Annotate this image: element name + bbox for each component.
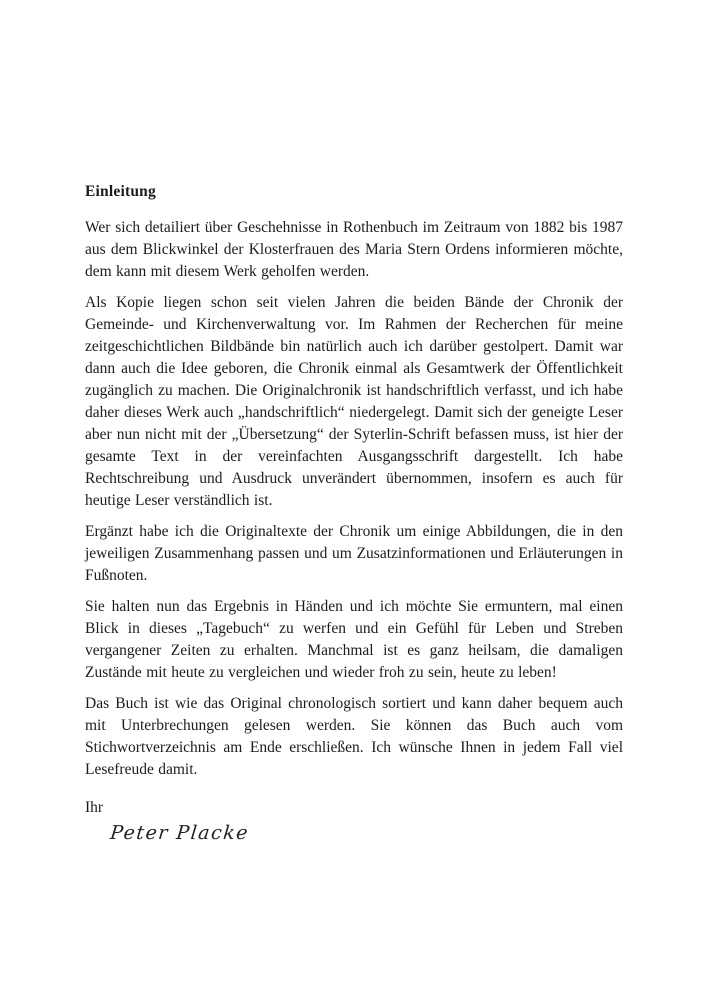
paragraph-5: Das Buch ist wie das Original chronologisch sortiert und kann daher bequem auch mit Unterbrechungen gelesen werden. Sie können das Buch auch vom Stichwortverzeichnis am Ende erschließen. Ich wünsche Ihnen in jedem Fall viel Lesefreude damit. bbox=[85, 695, 623, 778]
paragraph-4: Sie halten nun das Ergebnis in Händen und ich möchte Sie ermuntern, mal einen Blick in dieses „Tagebuch“ zu werfen und ein Gefühl für Leben und Streben vergangener Zeiten zu erhalten. Manchmal ist es ganz heilsam, die damaligen Zustände mit heute zu vergleichen und wieder froh zu sein, heute zu leben! bbox=[85, 598, 623, 681]
text-block bbox=[85, 181, 623, 845]
paragraph-3: Ergänzt habe ich die Originaltexte der Chronik um einige Abbildungen, die in den jeweiligen Zusammenhang passen und um Zusatzinformationen und Erläuterungen in Fußnoten. bbox=[85, 523, 623, 584]
author-signature: Peter Placke bbox=[109, 822, 251, 844]
section-heading: Einleitung bbox=[85, 183, 156, 200]
paragraph-1: Wer sich detailiert über Geschehnisse in Rothenbuch im Zeitraum von 1882 bis 1987 aus dem Blickwinkel der Klosterfrauen des Maria Stern Ordens informieren möchte, dem kann mit diesem Werk geholfen werden. bbox=[85, 219, 623, 280]
paragraph-2: Als Kopie liegen schon seit vielen Jahren die beiden Bände der Chronik der Gemeinde- und Kirchenverwaltung vor. Im Rahmen der Recherchen für meine zeitgeschichtlichen Bildbände bin natürlich auch ich darüber gestolpert. Damit war dann auch die Idee geboren, die Chronik einmal als Gesamtwerk der Öffentlichkeit zugänglich zu machen. Die Originalchronik ist handschriftlich verfasst, und ich habe daher dieses Werk auch „handschriftlich“ niedergelegt. Damit sich der geneigte Leser aber nun nicht mit der „Übersetzung“ der Syterlin-Schrift befassen muss, ist hier der gesamte Text in der vereinfachten Ausgangsschrift dargestellt. Ich habe Rechtschreibung und Ausdruck unverändert übernommen, insofern es auch für heutige Leser verständlich ist. bbox=[85, 294, 623, 509]
closing-salutation: Ihr bbox=[85, 799, 104, 816]
